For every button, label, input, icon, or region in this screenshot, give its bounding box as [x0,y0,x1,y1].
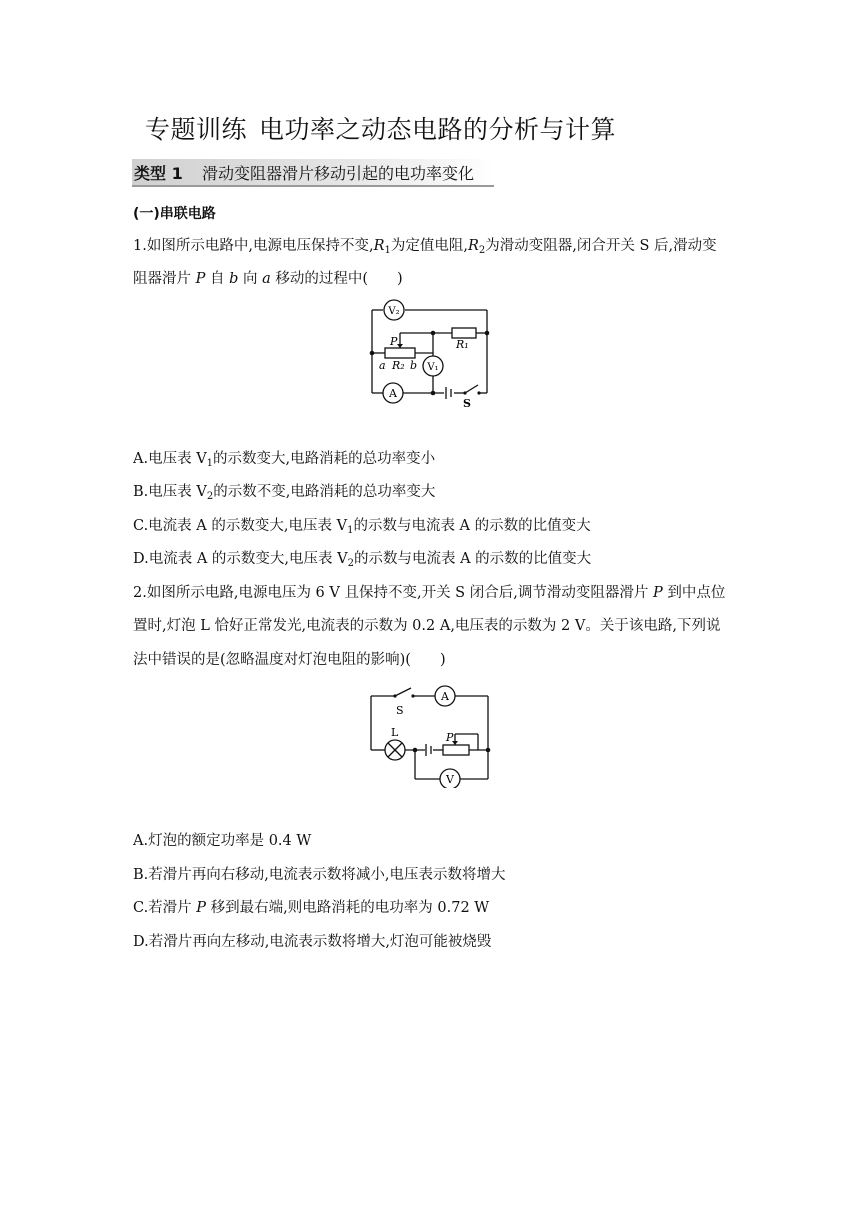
q1-option-c: C.电流表 A 的示数变大,电压表 $V_1$的示数与电流表 A 的示数的比值变大 [133,518,591,536]
q2-option-c: C.若滑片 P 移到最右端,则电路消耗的电功率为 0.72 W [133,900,490,916]
q2-option-a: A.灯泡的额定功率是 0.4 W [133,833,312,849]
q1-option-a: A.电压表 $V_1$的示数变大,电路消耗的总功率变小 [133,451,436,469]
fig1-a-label: a [379,359,386,372]
type-heading-bar [132,159,494,187]
page-title [145,110,616,146]
q2-line-2: 置时,灯泡 L 恰好正常发光,电流表的示数为 0.2 A,电压表的示数为 2 V。关于该电路,下列说 [133,618,721,634]
fig1-r1-label: R₁ [456,338,469,351]
fig1-v1-label: V₁ [427,362,439,373]
type-tag: 类型 1 [134,164,183,183]
q1-option-d: D.电流表 A 的示数变大,电压表 $V_2$的示数与电流表 A 的示数的比值变大 [133,551,592,569]
fig1-ammeter-label: A [389,387,397,400]
section-heading: (一)串联电路 [133,206,216,222]
fig2-voltmeter-label: V [446,773,454,786]
q1-line-1: 1.如图所示电路中,电源电压保持不变$,R_1$为定值电阻$,R_2$为滑动变阻器,闭合开关 S 后,滑动变 [133,238,717,256]
type-text: 滑动变阻器滑片移动引起的电功率变化 [202,164,475,183]
fig2-ammeter-label: A [441,690,449,703]
fig1-b-label: b [410,359,418,372]
q2-line-1: 2.如图所示电路,电源电压为 6 V 且保持不变,开关 S 闭合后,调节滑动变阻器滑片 P 到中点位 [133,585,726,601]
fig2-lamp-label: L [391,726,399,739]
fig1-v2-label: V₂ [388,306,400,317]
q2-line-3: 法中错误的是(忽略温度对灯泡电阻的影响)( ) [133,652,446,668]
fig2-p-label: P [446,731,454,744]
q1-option-b: B.电压表 $V_2$的示数不变,电路消耗的总功率变大 [133,484,436,502]
q2-option-b: B.若滑片再向右移动,电流表示数将减小,电压表示数将增大 [133,867,506,883]
circuit-diagram-2 [365,678,495,788]
fig2-switch-label: S [396,704,404,717]
q1-line-2: 阻器滑片 P 自 b 向 a 移动的过程中( ) [133,271,403,287]
q2-option-d: D.若滑片再向左移动,电流表示数将增大,灯泡可能被烧毁 [133,934,492,950]
title-prefix: 专题训练 [145,115,248,144]
fig1-r2-label: R₂ [392,359,405,372]
circuit-diagram-1 [360,292,500,410]
fig1-p-label: P [390,335,398,348]
fig1-switch-label: S [463,397,471,410]
title-main: 电功率之动态电路的分析与计算 [259,115,617,144]
